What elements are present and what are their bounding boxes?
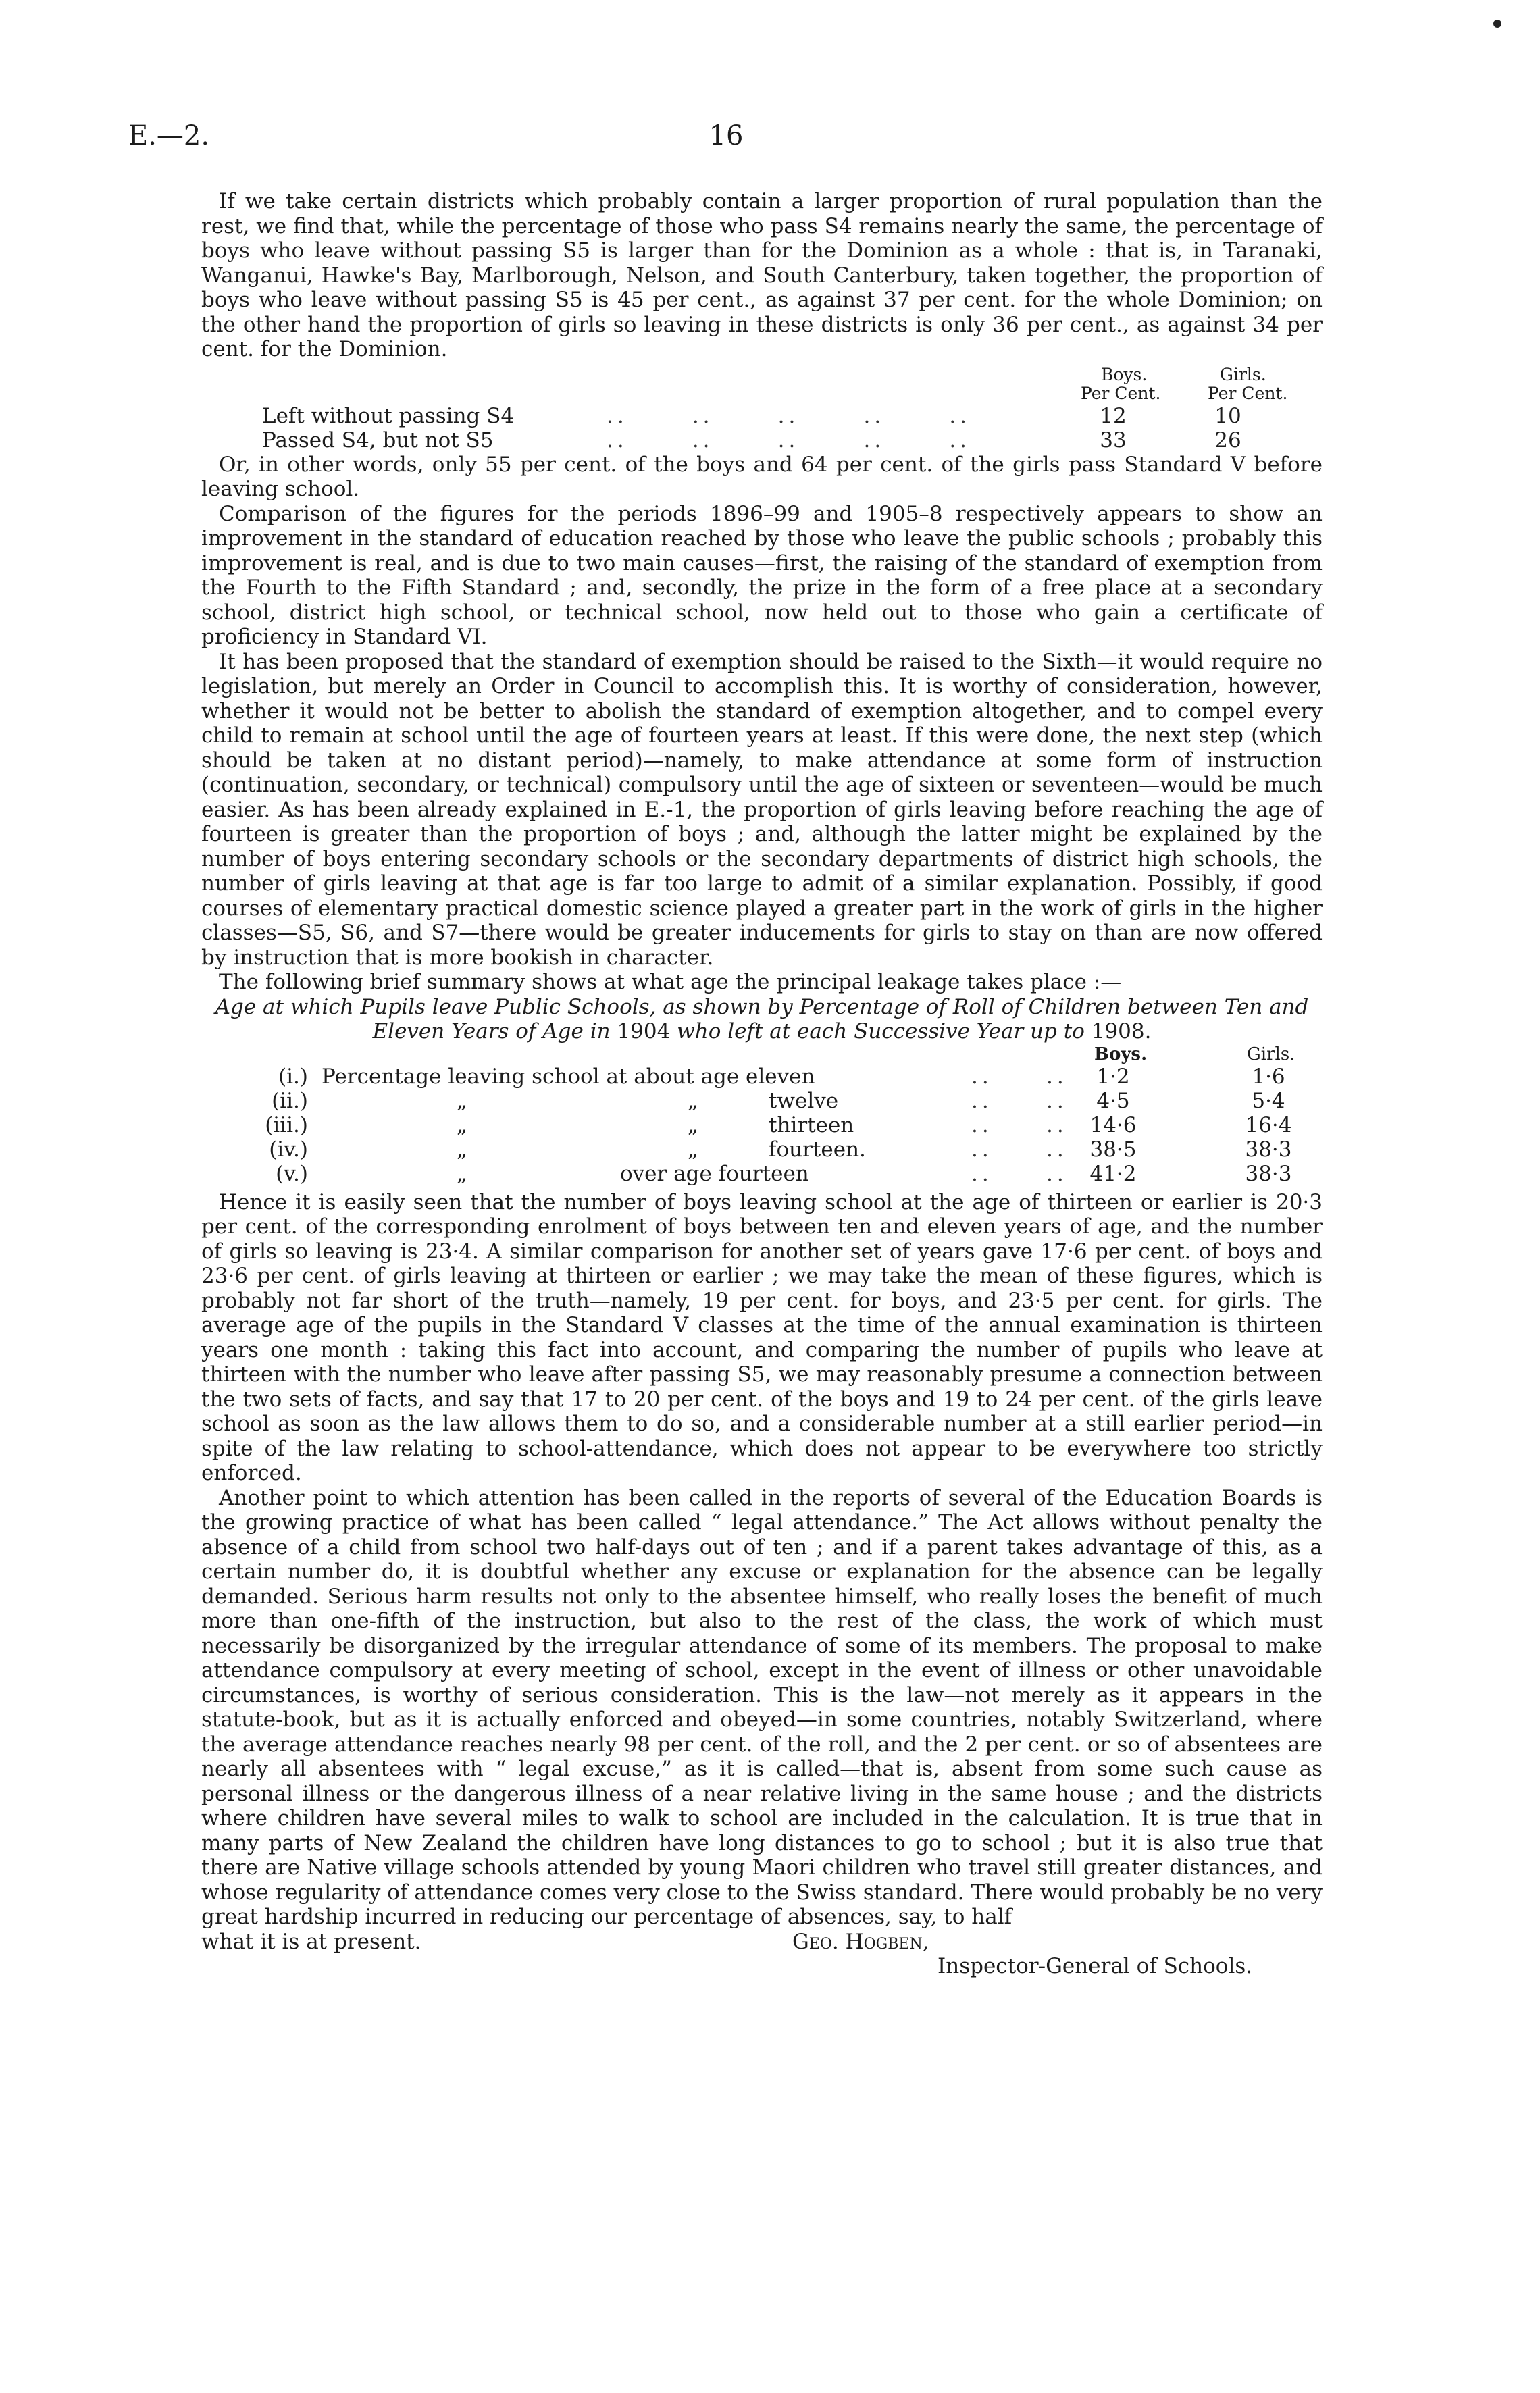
table2-row-age: thirteen <box>769 1112 854 1137</box>
table2-row-girls: 16·4 <box>1245 1112 1292 1137</box>
table2-row-number: (iii.) <box>265 1112 308 1137</box>
table2-row-girls: 1·6 <box>1252 1064 1285 1089</box>
table1-header <box>201 362 1323 385</box>
speck-mark <box>1493 20 1502 28</box>
table1-row-girls: 10 <box>1214 403 1241 428</box>
signature-block <box>201 1930 1323 1978</box>
paragraph-legal-attendance: Another point to which attention has been called in the reports of several of the Education Boards is the growing practice of what has been called “ legal attendance.” The Act allows without penalty the absence of a child from school two half-days out of ten ; and if a parent takes advantage of this, as a certain number do, it is doubtful whether any excuse or explanation for the absence can be legally demanded. Serious harm results not only to the absentee himself, who really loses the benefit of much more than one-fifth of the instruction, but also to the rest of the class, the work of which must necessarily be disorganized by the irregular attendance of some of its members. The proposal to make attendance compulsory at every meeting of school, except in the event of illness or other unavoidable circumstances, is worthy of serious consideration. This is the law—not merely as it appears in the statute-book, but as it is actually enforced and obeyed—in some countries, notably Switzerland, where the average attendance reaches nearly 98 per cent. of the roll, and the 2 per cent. or so of absentees are nearly all absentees with “ legal excuse,” as it is called—that is, absent from some such cause as personal illness or the dangerous illness of a near relative living in the same house ; and the districts where children have several miles to walk to school are included in the calculation. It is true that in many parts of New Zealand the children have long distances to go to school ; but it is also true that there are Native village schools attended by young Maori children who travel still greater distances, and whose regularity of attendance comes very close to the Swiss standard. There would probably be no very great hardship incurred in reducing our percentage of absences, say, to half <box>201 1485 1323 1929</box>
table1-row-boys: 33 <box>1100 428 1127 453</box>
table1-row-boys: 12 <box>1100 403 1127 428</box>
table2-header <box>201 1044 1323 1064</box>
report-body <box>201 189 1323 1978</box>
table2-row-description: Percentage leaving school at about age eleven <box>322 1064 815 1089</box>
table1-row-label: Passed S4, but not S5 <box>262 428 494 453</box>
dot-leader: .. .. <box>971 1137 1068 1162</box>
paragraph-final-line: what it is at present. <box>201 1929 421 1954</box>
table2-row-girls: 38·3 <box>1245 1161 1292 1186</box>
table1-row-label: Left without passing S4 <box>262 403 515 428</box>
ditto-mark: „ <box>457 1112 468 1137</box>
table2-row-age: over age fourteen <box>620 1161 809 1186</box>
table2-caption-part-b: who left at each Successive Year up to <box>677 1019 1085 1044</box>
ditto-mark: „ <box>688 1112 699 1137</box>
table1-row <box>201 404 1323 428</box>
ditto-mark: „ <box>457 1161 468 1186</box>
table2-caption-part-a: Age at which Pupils leave Public Schools, as shown by Percentage of Roll of Children between Ten and Eleven Years of Age in <box>215 994 1309 1044</box>
signature-name: Geo. Hogben, <box>792 1929 929 1954</box>
table2-caption-year-end: 1908. <box>1091 1019 1152 1044</box>
paragraph-leakage-intro: The following brief summary shows at what age the principal leakage takes place :— <box>219 970 1122 994</box>
table2-row-number: (v.) <box>276 1161 308 1186</box>
table2-row-number: (i.) <box>278 1064 308 1089</box>
table2-row <box>201 1113 1323 1137</box>
table1-unit-girls: Per Cent. <box>1208 383 1288 403</box>
dot-leader: .. .. .. .. .. <box>607 403 971 428</box>
table2-row-number: (iv.) <box>269 1137 308 1162</box>
table2-row <box>201 1162 1323 1186</box>
page-header <box>128 120 1324 161</box>
signature-title: Inspector-General of Schools. <box>938 1953 1253 1978</box>
table2-header-girls: Girls. <box>1247 1044 1295 1064</box>
table2-caption-year-start: 1904 <box>617 1019 671 1044</box>
table2-row-boys: 41·2 <box>1089 1161 1137 1186</box>
table2-header-boys: Boys. <box>1094 1044 1148 1064</box>
table2-row-boys: 4·5 <box>1096 1088 1130 1113</box>
table2-row-age: twelve <box>769 1088 839 1113</box>
paragraph-rural-districts: If we take certain districts which probably contain a larger proportion of rural population than the rest, we find that, while the percentage of those who pass S4 remains nearly the same, the percentage of boys who leave without passing S5 is larger than for the Dominion as a whole : that is, in Taranaki, Wanganui, Hawke's Bay, Marlborough, Nelson, and South Canterbury, taken together, the proportion of boys who leave without passing S5 is 45 per cent., as against 37 per cent. for the whole Dominion; on the other hand the proportion of girls so leaving in these districts is only 36 per cent., as against 34 per cent. for the Dominion. <box>201 189 1323 361</box>
table2-row <box>201 1089 1323 1113</box>
table1-row-girls: 26 <box>1214 428 1241 453</box>
page-number: 16 <box>709 120 744 151</box>
table2-row-boys: 14·6 <box>1089 1112 1137 1137</box>
table2-row-girls: 38·3 <box>1245 1137 1292 1162</box>
paragraph-comparison: Comparison of the figures for the periods 1896–99 and 1905–8 respectively appears to show an improvement in the standard of education reached by those who leave the public schools ; probably this improvement is real, and is due to two main causes—first, the raising of the standard of exemption from the Fourth to the Fifth Standard ; and, secondly, the prize in the form of a free place at a secondary school, district high school, or technical school, now held out to those who gain a certificate of proficiency in Standard VI. <box>201 501 1323 649</box>
report-code: E.—2. <box>128 120 210 151</box>
table2-row-age: fourteen. <box>769 1137 866 1162</box>
table1-header-girls: Girls. <box>1220 364 1266 384</box>
table1-row <box>201 428 1323 453</box>
table2-row-boys: 1·2 <box>1096 1064 1130 1089</box>
dot-leader: .. .. <box>971 1161 1068 1186</box>
ditto-mark: „ <box>688 1137 699 1162</box>
table2-row <box>201 1137 1323 1162</box>
ditto-mark: „ <box>457 1137 468 1162</box>
table2-row-boys: 38·5 <box>1089 1137 1137 1162</box>
table1-unit-boys: Per Cent. <box>1081 383 1161 403</box>
dot-leader: .. .. <box>971 1088 1068 1113</box>
paragraph-leaving-age: Hence it is easily seen that the number of boys leaving school at the age of thirteen or earlier is 20·3 per cent. of the corresponding enrolment of boys between ten and eleven years of age, and the number of girls so leaving is 23·4. A similar comparison for another set of years gave 17·6 per cent. of boys and 23·6 per cent. of girls leaving at thirteen or earlier ; we may take the mean of these figures, which is probably not far short of the truth—namely, 19 per cent. for boys, and 23·5 per cent. for girls. The average age of the pupils in the Standard V classes at the time of the annual examination is thirteen years one month : taking this fact into account, and comparing the number of pupils who leave at thirteen with the number who leave after passing S5, we may reasonably presume a connection between the two sets of facts, and say that 17 to 20 per cent. of the boys and 19 to 24 per cent. of the girls leave school as soon as the law allows them to do so, and a considerable number at a still earlier period—in spite of the law relating to school-attendance, which does not appear to be everywhere too strictly enforced. <box>201 1189 1323 1485</box>
ditto-mark: „ <box>457 1088 468 1113</box>
paragraph-exemption: It has been proposed that the standard of exemption should be raised to the Sixth—it would require no legislation, but merely an Order in Council to accomplish this. It is worthy of consideration, however, whether it would not be better to abolish the standard of exemption altogether, and to compel every child to remain at school until the age of fourteen years at least. If this were done, the next step (which should be taken at no distant period)—namely, to make attendance at some form of instruction (continuation, secondary, or technical) compulsory until the age of sixteen or seventeen—would be much easier. As has been already explained in E.-1, the proportion of girls leaving before reaching the age of fourteen is greater than the proportion of boys ; and, although the latter might be explained by the number of boys entering secondary schools or the secondary departments of district high schools, the number of girls leaving at that age is far too large to admit of a similar explanation. Possibly, if good courses of elementary practical domestic science played a greater part in the work of girls in the higher classes—S5, S6, and S7—there would be greater inducements for girls to stay on than are now offered by instruction that is more bookish in character. <box>201 649 1323 970</box>
dot-leader: .. .. .. .. .. <box>607 428 971 453</box>
table2-row <box>201 1064 1323 1089</box>
table1-header-boys: Boys. <box>1101 364 1148 384</box>
table2-caption <box>201 995 1323 1044</box>
table2-row-girls: 5·4 <box>1252 1088 1285 1113</box>
table1-units <box>201 385 1323 404</box>
table2-row-number: (ii.) <box>272 1088 308 1113</box>
paragraph-summary: Or, in other words, only 55 per cent. of the boys and 64 per cent. of the girls pass Standard V before leaving school. <box>201 452 1323 501</box>
dot-leader: .. .. <box>971 1064 1068 1089</box>
ditto-mark: „ <box>688 1088 699 1113</box>
dot-leader: .. .. <box>971 1112 1068 1137</box>
